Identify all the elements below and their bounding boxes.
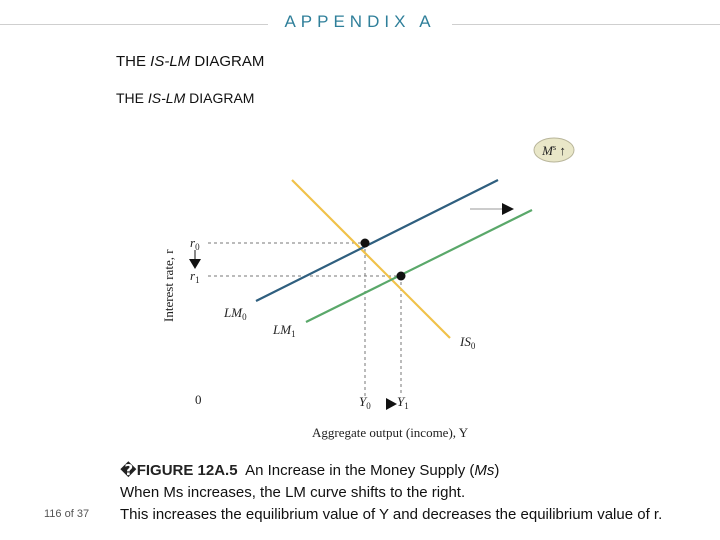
x-axis-label: Aggregate output (income), Y bbox=[312, 425, 469, 440]
y1-label: $Y_1$ bbox=[397, 394, 409, 411]
caption-line-3: This increases the equilibrium value of Y and decreases the equilibrium value of r. bbox=[120, 506, 663, 523]
caption-line-2: When Ms increases, the LM curve shifts to the right. bbox=[120, 484, 466, 501]
badge-label: $M^s$ ↑ bbox=[542, 143, 566, 158]
lm1-label: $LM_1$ bbox=[273, 322, 296, 339]
y-arrow-head bbox=[386, 398, 397, 410]
y-axis-label: Interest rate, r bbox=[161, 249, 176, 322]
slide-title: THE IS-LM DIAGRAM bbox=[116, 53, 265, 70]
y0-label: $Y_0$ bbox=[359, 394, 371, 411]
slide-number: 116 of 37 bbox=[44, 508, 90, 520]
r0-label: $r_0$ bbox=[190, 235, 200, 252]
is0-curve bbox=[292, 180, 450, 338]
origin-label: 0 bbox=[195, 392, 202, 407]
is0-label: $IS_0$ bbox=[460, 334, 476, 351]
lm0-label: $LM_0$ bbox=[224, 305, 247, 322]
figure-title: THE IS-LM DIAGRAM bbox=[116, 90, 255, 106]
lm0-curve bbox=[256, 180, 498, 301]
caption-line-1: �FIGURE 12A.5 An Increase in the Money Supply (Ms) bbox=[120, 462, 500, 479]
section-title: APPENDIX A bbox=[284, 12, 436, 31]
shift-arrow-head bbox=[502, 203, 514, 215]
equilibrium-point-0 bbox=[361, 239, 370, 248]
money-supply-badge bbox=[534, 138, 574, 162]
r1-label: $r_1$ bbox=[190, 268, 200, 285]
equilibrium-point-1 bbox=[397, 272, 406, 281]
figure-caption bbox=[120, 460, 720, 526]
